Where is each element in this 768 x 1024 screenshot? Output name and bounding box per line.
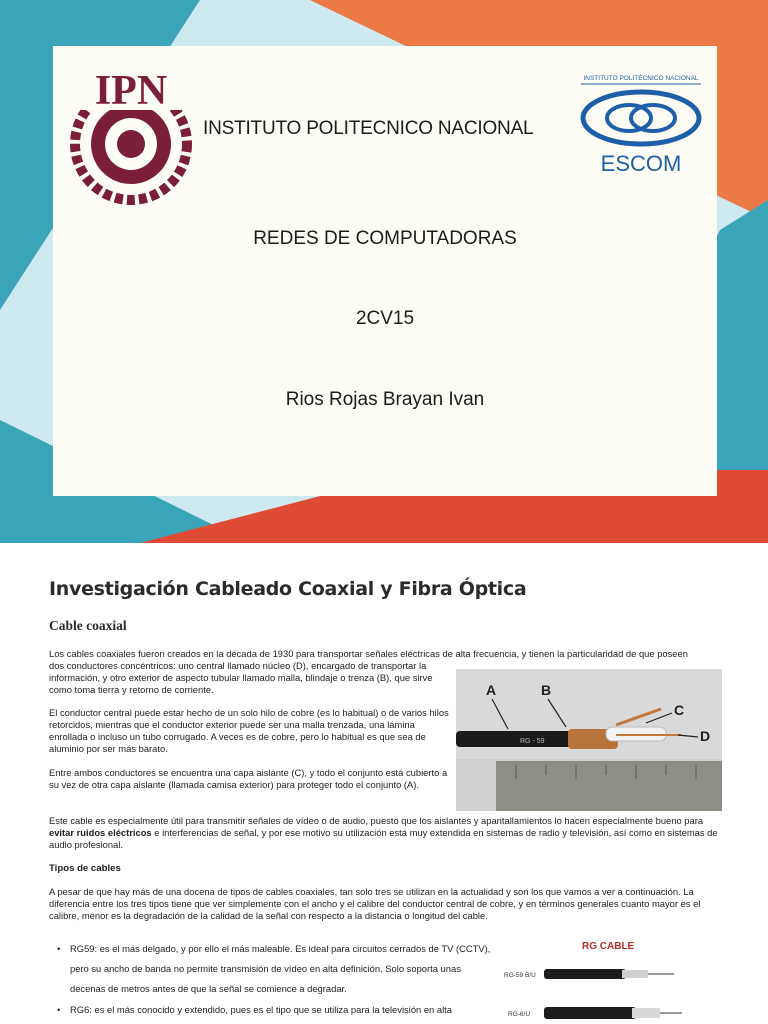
usage-text-end: e interferencias de señal, y por ese motivo su utilización está muy extendida en sistemas de radio y televisión, así como en sistemas de audio profesional. [49, 827, 718, 850]
subsection-heading: Tipos de cables [49, 863, 121, 874]
institution-title: INSTITUTO POLITECNICO NACIONAL [203, 118, 534, 139]
list-item-text: RG59: es el más delgado, y por ello el más maleable. Es ideal para circuitos cerrados de TV (CCTV), pero su ancho de banda no permite transmisión de vídeo en alta definición. Solo soporta unas decenas de metros antes de que la señal se comience a degradar. [70, 943, 491, 994]
bullet-marker: • [57, 943, 61, 954]
document-page [0, 543, 768, 1024]
usage-text-bold: evitar ruidos eléctricos [49, 827, 152, 838]
label-a: A [486, 682, 497, 698]
list-item-rg6 [57, 1000, 496, 1020]
usage-text-start: Este cable es especialmente útil para transmitir señales de vídeo o de audio, puesto que los aislantes y apantallamientos lo hacen especialmente bueno para [49, 815, 704, 826]
paragraph-types: A pesar de que hay más de una docena de tipos de cables coaxiales, tan solo tres se utilizan en la actualidad y son los que vamos a ver a continuación. La diferencia entre los tres tipos tiene que ver simplemente con el ancho y el calibre del conductor central de cobre, y en términos generales cuanto mayor es el calibre, menor es la degradación de la calidad de la señal con respecto a la distancia o longitud del cable. [49, 886, 701, 921]
student-name: Rios Rojas Brayan Ivan [285, 389, 485, 410]
course-name: REDES DE COMPUTADORAS [253, 228, 517, 249]
paragraph-conductor: El conductor central puede estar hecho de un solo hilo de cobre (es lo habitual) o de varios hilos retorcidos, mientras que el conductor exterior puede ser una malla trenzada, una lámina enrollada o incluso un tubo corrugado. A veces es de cobre, pero lo habitual es que sea de aluminio por ser más barato. [49, 707, 449, 754]
rg-cable-photo [502, 935, 692, 1024]
bullet-marker: • [57, 1004, 61, 1015]
paragraph-usage [49, 815, 719, 851]
paragraph-insulation: Entre ambos conductores se encuentra una capa aislante (C), y todo el conjunto está cubierto a su vez de otra capa aislante (llamada camisa exterior) para proteger todo el conjunto (A). [49, 767, 448, 790]
section-heading: Cable coaxial [49, 618, 127, 633]
rg-photo-row1: RG-59 B/U [504, 972, 536, 979]
cable-print-text: RG - 59 [520, 738, 545, 745]
label-d: D [700, 728, 711, 744]
ipn-logo [67, 58, 195, 216]
paragraph-intro-line: Los cables coaxiales fueron creados en la década de 1930 para transportar señales eléctricas de alta frecuencia, y tienen la particularidad de que poseen [49, 648, 688, 659]
group-code: 2CV15 [355, 308, 415, 329]
ipn-logo-text: IPN [94, 68, 168, 114]
rg-photo-title: RG CABLE [582, 941, 635, 952]
paragraph-intro: dos conductores concéntricos: uno central llamado núcleo (D), encargado de transportar la información, y otro exterior de aspecto tubular llamado malla, blindaje o trenza (B), que sirve como toma tierra y retorno de corriente. [49, 660, 433, 695]
label-c: C [674, 702, 685, 718]
list-item-text: RG6: es el más conocido y extendido, pues es el tipo que se utiliza para la televisión en alta [70, 1004, 452, 1015]
document-title: Investigación Cableado Coaxial y Fibra Óptica [49, 578, 527, 600]
escom-logo [571, 68, 711, 180]
escom-logo-text: ESCOM [600, 151, 682, 176]
cover-card [53, 46, 717, 496]
escom-logo-caption: INSTITUTO POLITÉCNICO NACIONAL [583, 75, 699, 82]
label-b: B [541, 682, 552, 698]
list-item-rg59 [57, 939, 496, 999]
rg-photo-row2: RG-6/U [508, 1011, 531, 1018]
coaxial-cable-photo [456, 669, 722, 811]
